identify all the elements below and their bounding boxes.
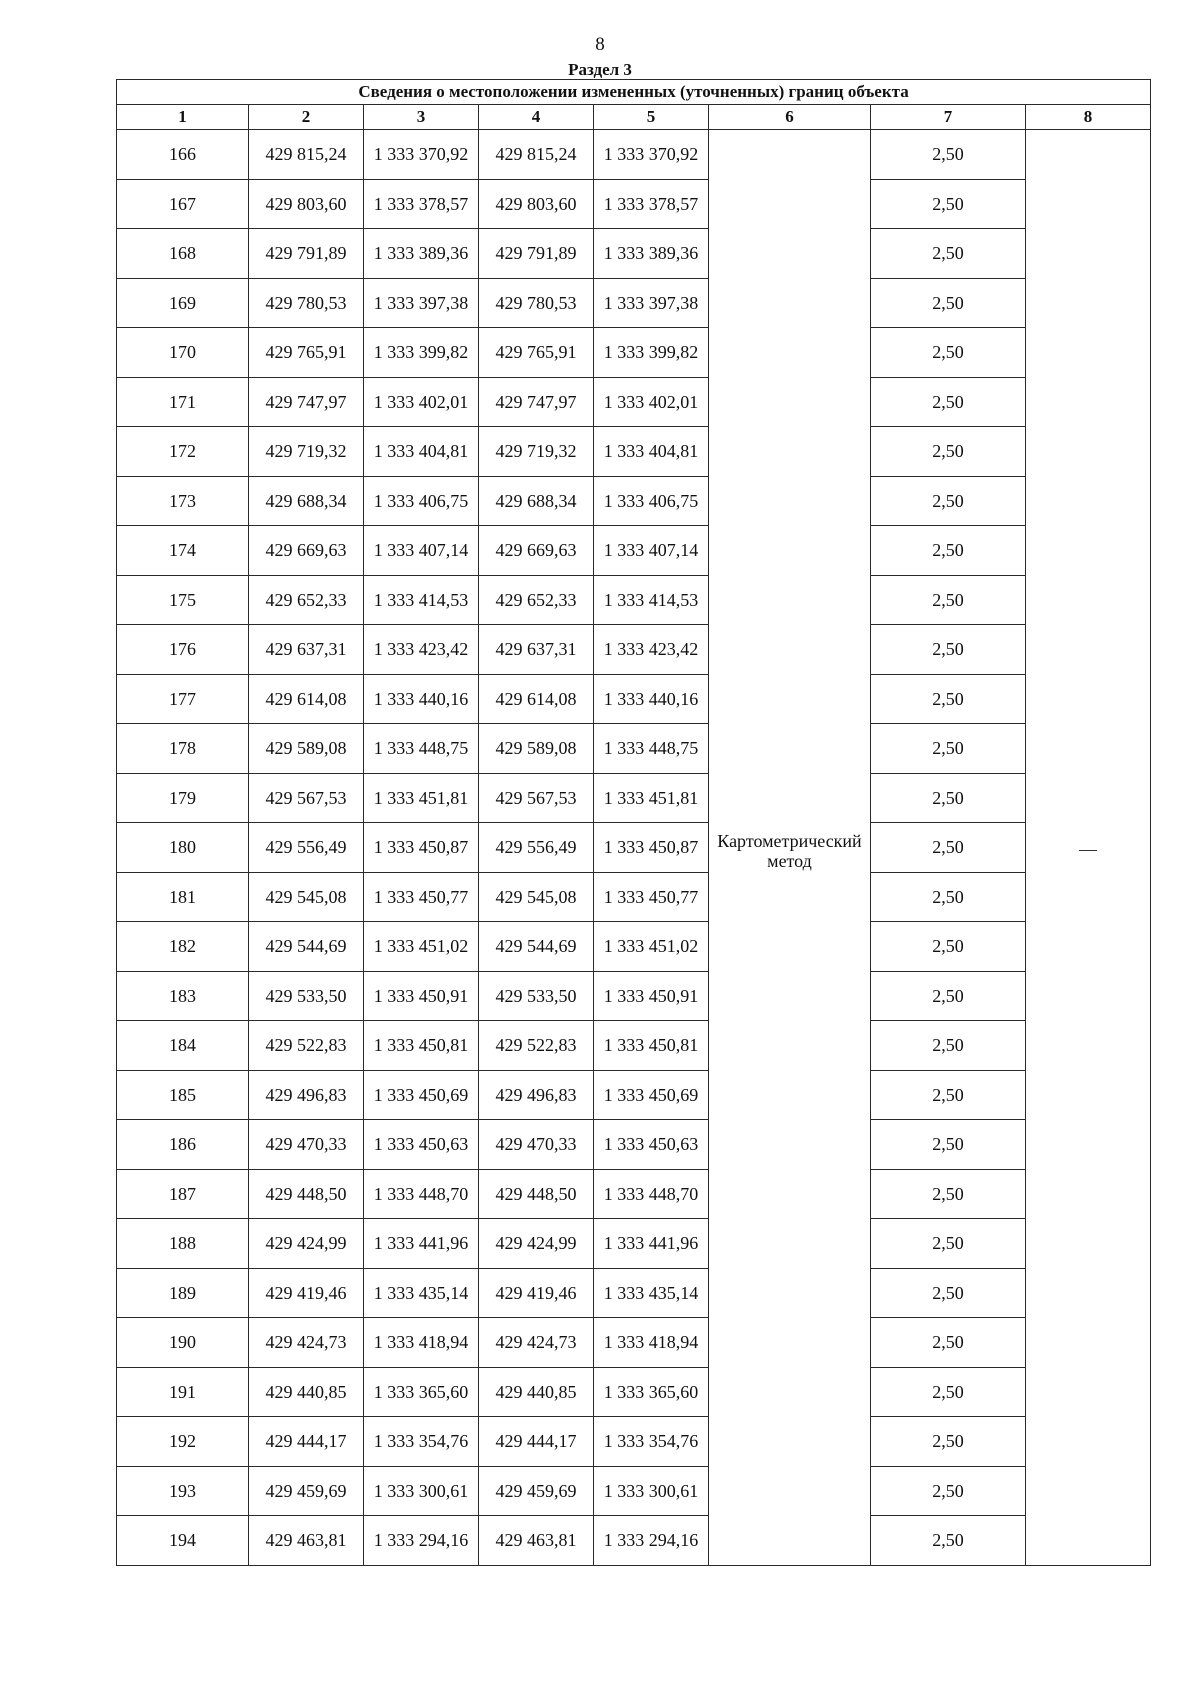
refined-y-cell: 1 333 402,01 <box>594 377 709 427</box>
accuracy-cell: 2,50 <box>871 1070 1026 1120</box>
refined-x-cell: 429 669,63 <box>479 526 594 576</box>
existing-x-cell: 429 669,63 <box>249 526 364 576</box>
column-number-header: 3 <box>364 105 479 130</box>
existing-x-cell: 429 522,83 <box>249 1021 364 1071</box>
existing-x-cell: 429 463,81 <box>249 1516 364 1566</box>
table-row <box>117 1219 1151 1269</box>
existing-y-cell: 1 333 399,82 <box>364 328 479 378</box>
refined-y-cell: 1 333 389,36 <box>594 229 709 279</box>
table-body <box>117 80 1151 1566</box>
existing-x-cell: 429 470,33 <box>249 1120 364 1170</box>
refined-y-cell: 1 333 450,69 <box>594 1070 709 1120</box>
accuracy-cell: 2,50 <box>871 575 1026 625</box>
column-number-header: 4 <box>479 105 594 130</box>
note-cell: — <box>1026 130 1151 1566</box>
point-number-cell: 186 <box>117 1120 249 1170</box>
table-row <box>117 674 1151 724</box>
refined-y-cell: 1 333 450,77 <box>594 872 709 922</box>
table-row <box>117 872 1151 922</box>
refined-y-cell: 1 333 448,75 <box>594 724 709 774</box>
existing-x-cell: 429 614,08 <box>249 674 364 724</box>
existing-y-cell: 1 333 365,60 <box>364 1367 479 1417</box>
accuracy-cell: 2,50 <box>871 1516 1026 1566</box>
refined-y-cell: 1 333 294,16 <box>594 1516 709 1566</box>
column-number-header: 8 <box>1026 105 1151 130</box>
existing-x-cell: 429 459,69 <box>249 1466 364 1516</box>
refined-y-cell: 1 333 435,14 <box>594 1268 709 1318</box>
existing-x-cell: 429 556,49 <box>249 823 364 873</box>
existing-y-cell: 1 333 448,70 <box>364 1169 479 1219</box>
column-number-header: 5 <box>594 105 709 130</box>
existing-y-cell: 1 333 451,81 <box>364 773 479 823</box>
existing-x-cell: 429 496,83 <box>249 1070 364 1120</box>
column-number-header: 6 <box>709 105 871 130</box>
existing-y-cell: 1 333 406,75 <box>364 476 479 526</box>
existing-x-cell: 429 688,34 <box>249 476 364 526</box>
existing-x-cell: 429 815,24 <box>249 130 364 180</box>
existing-y-cell: 1 333 450,77 <box>364 872 479 922</box>
accuracy-cell: 2,50 <box>871 724 1026 774</box>
table-row <box>117 1417 1151 1467</box>
table-row <box>117 278 1151 328</box>
existing-y-cell: 1 333 378,57 <box>364 179 479 229</box>
existing-y-cell: 1 333 440,16 <box>364 674 479 724</box>
existing-x-cell: 429 440,85 <box>249 1367 364 1417</box>
existing-y-cell: 1 333 397,38 <box>364 278 479 328</box>
table-row <box>117 823 1151 873</box>
point-number-cell: 171 <box>117 377 249 427</box>
existing-x-cell: 429 747,97 <box>249 377 364 427</box>
point-number-cell: 181 <box>117 872 249 922</box>
refined-y-cell: 1 333 365,60 <box>594 1367 709 1417</box>
accuracy-cell: 2,50 <box>871 1367 1026 1417</box>
refined-x-cell: 429 459,69 <box>479 1466 594 1516</box>
existing-x-cell: 429 765,91 <box>249 328 364 378</box>
existing-y-cell: 1 333 407,14 <box>364 526 479 576</box>
point-number-cell: 184 <box>117 1021 249 1071</box>
existing-x-cell: 429 567,53 <box>249 773 364 823</box>
refined-x-cell: 429 533,50 <box>479 971 594 1021</box>
accuracy-cell: 2,50 <box>871 922 1026 972</box>
existing-x-cell: 429 448,50 <box>249 1169 364 1219</box>
refined-x-cell: 429 419,46 <box>479 1268 594 1318</box>
column-number-header: 7 <box>871 105 1026 130</box>
existing-y-cell: 1 333 450,69 <box>364 1070 479 1120</box>
existing-y-cell: 1 333 414,53 <box>364 575 479 625</box>
table-row <box>117 377 1151 427</box>
existing-y-cell: 1 333 418,94 <box>364 1318 479 1368</box>
refined-y-cell: 1 333 448,70 <box>594 1169 709 1219</box>
accuracy-cell: 2,50 <box>871 1268 1026 1318</box>
refined-x-cell: 429 803,60 <box>479 179 594 229</box>
existing-y-cell: 1 333 354,76 <box>364 1417 479 1467</box>
table-row <box>117 724 1151 774</box>
accuracy-cell: 2,50 <box>871 625 1026 675</box>
refined-y-cell: 1 333 406,75 <box>594 476 709 526</box>
refined-y-cell: 1 333 404,81 <box>594 427 709 477</box>
existing-y-cell: 1 333 423,42 <box>364 625 479 675</box>
refined-x-cell: 429 589,08 <box>479 724 594 774</box>
table-caption-row <box>117 80 1151 105</box>
existing-y-cell: 1 333 300,61 <box>364 1466 479 1516</box>
accuracy-cell: 2,50 <box>871 526 1026 576</box>
accuracy-cell: 2,50 <box>871 179 1026 229</box>
refined-y-cell: 1 333 407,14 <box>594 526 709 576</box>
existing-x-cell: 429 544,69 <box>249 922 364 972</box>
refined-y-cell: 1 333 451,02 <box>594 922 709 972</box>
existing-y-cell: 1 333 370,92 <box>364 130 479 180</box>
refined-x-cell: 429 496,83 <box>479 1070 594 1120</box>
table-row <box>117 1021 1151 1071</box>
point-number-cell: 189 <box>117 1268 249 1318</box>
refined-x-cell: 429 815,24 <box>479 130 594 180</box>
point-number-cell: 180 <box>117 823 249 873</box>
accuracy-cell: 2,50 <box>871 1021 1026 1071</box>
table-row <box>117 328 1151 378</box>
existing-y-cell: 1 333 402,01 <box>364 377 479 427</box>
table-row <box>117 1318 1151 1368</box>
refined-y-cell: 1 333 450,81 <box>594 1021 709 1071</box>
refined-x-cell: 429 463,81 <box>479 1516 594 1566</box>
existing-y-cell: 1 333 450,81 <box>364 1021 479 1071</box>
table-row <box>117 1516 1151 1566</box>
section-title: Раздел 3 <box>568 60 632 79</box>
refined-x-cell: 429 765,91 <box>479 328 594 378</box>
point-number-cell: 183 <box>117 971 249 1021</box>
refined-y-cell: 1 333 450,87 <box>594 823 709 873</box>
existing-x-cell: 429 637,31 <box>249 625 364 675</box>
method-cell: Картометрический метод <box>709 130 871 1566</box>
existing-y-cell: 1 333 441,96 <box>364 1219 479 1269</box>
refined-x-cell: 429 522,83 <box>479 1021 594 1071</box>
accuracy-cell: 2,50 <box>871 130 1026 180</box>
accuracy-cell: 2,50 <box>871 278 1026 328</box>
point-number-cell: 170 <box>117 328 249 378</box>
refined-x-cell: 429 424,73 <box>479 1318 594 1368</box>
existing-x-cell: 429 803,60 <box>249 179 364 229</box>
point-number-cell: 193 <box>117 1466 249 1516</box>
accuracy-cell: 2,50 <box>871 1219 1026 1269</box>
column-number-row <box>117 105 1151 130</box>
refined-y-cell: 1 333 450,63 <box>594 1120 709 1170</box>
point-number-cell: 172 <box>117 427 249 477</box>
refined-x-cell: 429 614,08 <box>479 674 594 724</box>
point-number-cell: 190 <box>117 1318 249 1368</box>
accuracy-cell: 2,50 <box>871 773 1026 823</box>
existing-y-cell: 1 333 450,87 <box>364 823 479 873</box>
existing-x-cell: 429 444,17 <box>249 1417 364 1467</box>
point-number-cell: 177 <box>117 674 249 724</box>
point-number-cell: 182 <box>117 922 249 972</box>
accuracy-cell: 2,50 <box>871 674 1026 724</box>
refined-x-cell: 429 747,97 <box>479 377 594 427</box>
point-number-cell: 178 <box>117 724 249 774</box>
refined-y-cell: 1 333 451,81 <box>594 773 709 823</box>
refined-x-cell: 429 556,49 <box>479 823 594 873</box>
existing-x-cell: 429 719,32 <box>249 427 364 477</box>
refined-x-cell: 429 688,34 <box>479 476 594 526</box>
refined-x-cell: 429 544,69 <box>479 922 594 972</box>
point-number-cell: 175 <box>117 575 249 625</box>
table-row <box>117 773 1151 823</box>
existing-y-cell: 1 333 404,81 <box>364 427 479 477</box>
point-number-cell: 179 <box>117 773 249 823</box>
accuracy-cell: 2,50 <box>871 1169 1026 1219</box>
refined-x-cell: 429 791,89 <box>479 229 594 279</box>
point-number-cell: 166 <box>117 130 249 180</box>
existing-x-cell: 429 545,08 <box>249 872 364 922</box>
refined-y-cell: 1 333 354,76 <box>594 1417 709 1467</box>
refined-y-cell: 1 333 370,92 <box>594 130 709 180</box>
existing-y-cell: 1 333 450,63 <box>364 1120 479 1170</box>
refined-x-cell: 429 652,33 <box>479 575 594 625</box>
table-row <box>117 130 1151 180</box>
table-row <box>117 229 1151 279</box>
table-row <box>117 1169 1151 1219</box>
existing-x-cell: 429 780,53 <box>249 278 364 328</box>
table-row <box>117 427 1151 477</box>
table-row <box>117 179 1151 229</box>
accuracy-cell: 2,50 <box>871 872 1026 922</box>
table-row <box>117 625 1151 675</box>
column-number-header: 2 <box>249 105 364 130</box>
refined-y-cell: 1 333 441,96 <box>594 1219 709 1269</box>
table-row <box>117 1268 1151 1318</box>
existing-y-cell: 1 333 448,75 <box>364 724 479 774</box>
refined-x-cell: 429 637,31 <box>479 625 594 675</box>
accuracy-cell: 2,50 <box>871 328 1026 378</box>
existing-y-cell: 1 333 294,16 <box>364 1516 479 1566</box>
existing-y-cell: 1 333 435,14 <box>364 1268 479 1318</box>
page-number: 8 <box>595 34 605 55</box>
existing-x-cell: 429 424,73 <box>249 1318 364 1368</box>
point-number-cell: 168 <box>117 229 249 279</box>
point-number-cell: 194 <box>117 1516 249 1566</box>
refined-y-cell: 1 333 440,16 <box>594 674 709 724</box>
coordinates-table <box>116 79 1151 1566</box>
existing-y-cell: 1 333 450,91 <box>364 971 479 1021</box>
table-row <box>117 922 1151 972</box>
accuracy-cell: 2,50 <box>871 1318 1026 1368</box>
refined-y-cell: 1 333 300,61 <box>594 1466 709 1516</box>
existing-y-cell: 1 333 451,02 <box>364 922 479 972</box>
point-number-cell: 188 <box>117 1219 249 1269</box>
table-caption: Сведения о местоположении измененных (уточненных) границ объекта <box>117 80 1151 105</box>
refined-x-cell: 429 448,50 <box>479 1169 594 1219</box>
point-number-cell: 169 <box>117 278 249 328</box>
accuracy-cell: 2,50 <box>871 377 1026 427</box>
existing-x-cell: 429 791,89 <box>249 229 364 279</box>
table-row <box>117 971 1151 1021</box>
point-number-cell: 191 <box>117 1367 249 1417</box>
accuracy-cell: 2,50 <box>871 823 1026 873</box>
refined-x-cell: 429 567,53 <box>479 773 594 823</box>
accuracy-cell: 2,50 <box>871 1120 1026 1170</box>
existing-x-cell: 429 533,50 <box>249 971 364 1021</box>
table-row <box>117 575 1151 625</box>
existing-x-cell: 429 589,08 <box>249 724 364 774</box>
accuracy-cell: 2,50 <box>871 427 1026 477</box>
table-row <box>117 476 1151 526</box>
accuracy-cell: 2,50 <box>871 476 1026 526</box>
existing-x-cell: 429 652,33 <box>249 575 364 625</box>
refined-y-cell: 1 333 414,53 <box>594 575 709 625</box>
existing-x-cell: 429 424,99 <box>249 1219 364 1269</box>
point-number-cell: 174 <box>117 526 249 576</box>
table-row <box>117 1070 1151 1120</box>
refined-x-cell: 429 424,99 <box>479 1219 594 1269</box>
accuracy-cell: 2,50 <box>871 1466 1026 1516</box>
refined-y-cell: 1 333 423,42 <box>594 625 709 675</box>
point-number-cell: 173 <box>117 476 249 526</box>
accuracy-cell: 2,50 <box>871 971 1026 1021</box>
accuracy-cell: 2,50 <box>871 229 1026 279</box>
table-row <box>117 1466 1151 1516</box>
refined-x-cell: 429 719,32 <box>479 427 594 477</box>
refined-x-cell: 429 545,08 <box>479 872 594 922</box>
refined-x-cell: 429 470,33 <box>479 1120 594 1170</box>
refined-y-cell: 1 333 450,91 <box>594 971 709 1021</box>
refined-x-cell: 429 780,53 <box>479 278 594 328</box>
refined-x-cell: 429 440,85 <box>479 1367 594 1417</box>
refined-y-cell: 1 333 397,38 <box>594 278 709 328</box>
point-number-cell: 185 <box>117 1070 249 1120</box>
accuracy-cell: 2,50 <box>871 1417 1026 1467</box>
table-row <box>117 526 1151 576</box>
refined-y-cell: 1 333 399,82 <box>594 328 709 378</box>
table-row <box>117 1367 1151 1417</box>
refined-y-cell: 1 333 418,94 <box>594 1318 709 1368</box>
existing-x-cell: 429 419,46 <box>249 1268 364 1318</box>
table-row <box>117 1120 1151 1170</box>
point-number-cell: 176 <box>117 625 249 675</box>
point-number-cell: 192 <box>117 1417 249 1467</box>
point-number-cell: 187 <box>117 1169 249 1219</box>
refined-y-cell: 1 333 378,57 <box>594 179 709 229</box>
refined-x-cell: 429 444,17 <box>479 1417 594 1467</box>
column-number-header: 1 <box>117 105 249 130</box>
existing-y-cell: 1 333 389,36 <box>364 229 479 279</box>
point-number-cell: 167 <box>117 179 249 229</box>
